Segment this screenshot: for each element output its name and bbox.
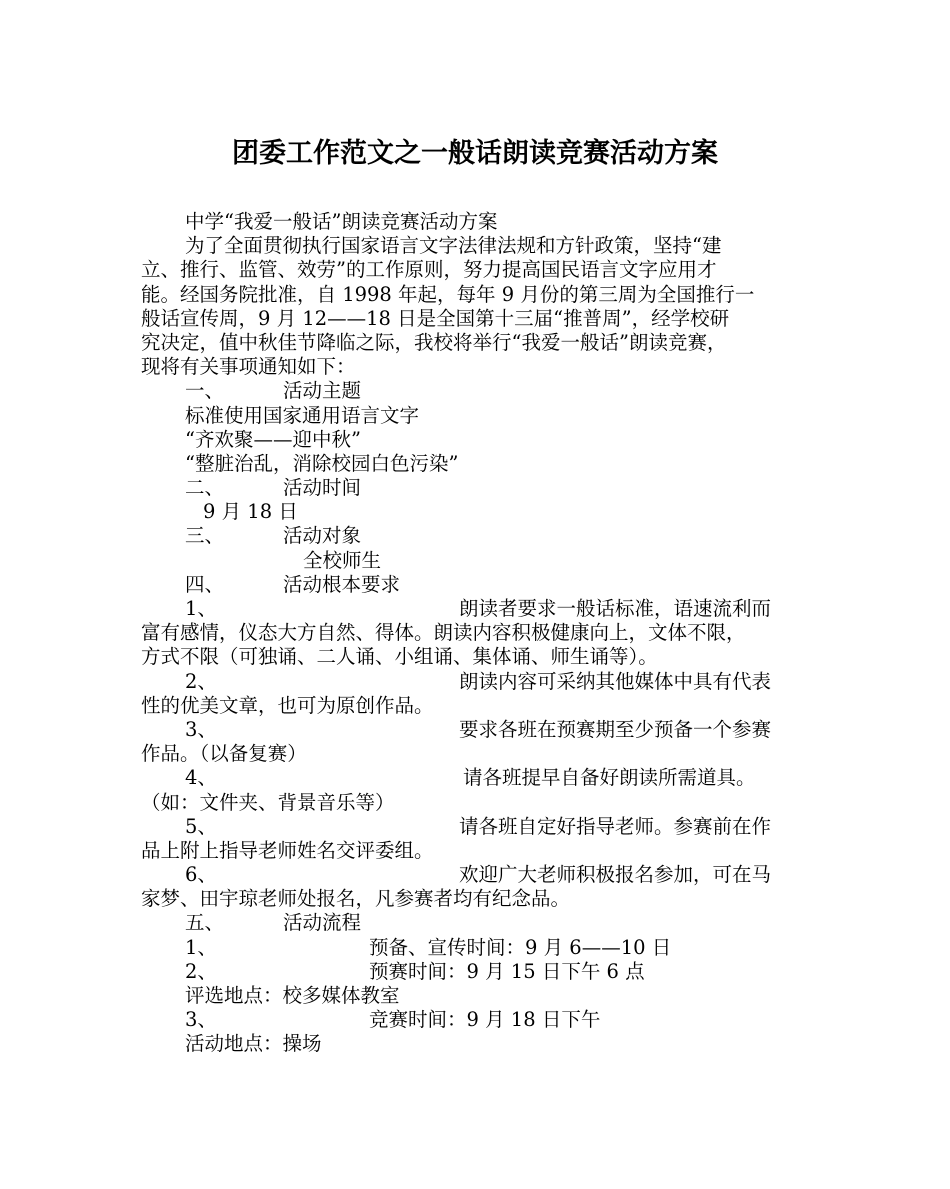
section-heading (141, 524, 821, 548)
section-heading (141, 379, 821, 403)
section-heading (141, 911, 821, 935)
requirement-item (141, 863, 821, 887)
paragraph-line: 现将有关事项通知如下： (141, 355, 356, 379)
requirement-number: 3、 (185, 717, 217, 741)
requirement-text: 朗读内容可采纳其他媒体中具有代表 (459, 669, 772, 693)
section-heading (141, 476, 821, 500)
requirement-text: 请各班自定好指导老师。参赛前在作 (459, 814, 772, 838)
requirement-item (141, 597, 821, 621)
requirement-number: 1、 (185, 597, 217, 620)
paragraph-line: 评选地点：校多媒体教室 (185, 984, 400, 1007)
section-label: 活动时间 (283, 476, 362, 500)
requirement-number: 6、 (185, 863, 217, 887)
paragraph-line: 方式不限（可独诵、二人诵、小组诵、集体诵、师生诵等）。 (141, 645, 658, 669)
paragraph-line: “齐欢聚——迎中秋” (185, 427, 361, 451)
paragraph-line: 标准使用国家通用语言文字 (185, 403, 420, 427)
section-number: 二、 (185, 476, 225, 500)
paragraph-line: 作品。（以备复赛） (141, 742, 307, 766)
requirement-item (141, 670, 821, 694)
document-body (141, 210, 821, 1057)
section-number: 五、 (185, 911, 225, 935)
section-number: 四、 (185, 572, 225, 596)
paragraph-line: 家梦、田宇琼老师处报名，凡参赛者均有纪念品。 (141, 887, 571, 911)
section-label: 活动流程 (283, 911, 362, 935)
process-item (141, 936, 821, 960)
requirement-text: 朗读者要求一般话标准，语速流利而 (459, 597, 772, 620)
paragraph-line: 立、推行、监管、效劳”的工作原则，努力提高国民语言文字应用才 (141, 258, 717, 282)
paragraph-line: （如：文件夹、背景音乐等） (141, 790, 395, 814)
section-label: 活动对象 (283, 524, 362, 548)
section-label: 活动根本要求 (283, 572, 401, 596)
requirement-number: 2、 (185, 669, 217, 693)
paragraph-line: 富有感情，仪态大方自然、得体。朗读内容积极健康向上，文体不限， (141, 621, 746, 645)
document-title: 团委工作范文之一般话朗读竞赛活动方案 (232, 138, 718, 169)
paragraph-line: 究决定，值中秋佳节降临之际，我校将举行“我爱一般话”朗读竞赛， (141, 330, 727, 354)
requirement-item (141, 815, 821, 839)
section-number: 一、 (185, 379, 225, 403)
paragraph-line: “整脏治乱，消除校园白色污染” (185, 451, 459, 475)
paragraph-line: 性的优美文章，也可为原创作品。 (141, 693, 434, 717)
paragraph-line: 般话宣传周，9 月 12——18 日是全国第十三届“推普周”，经学校研 (141, 306, 730, 330)
paragraph-line: 品上附上指导老师姓名交评委组。 (141, 838, 434, 862)
section-heading (141, 573, 821, 597)
process-number: 3、 (185, 1008, 217, 1032)
requirement-item (141, 718, 821, 742)
process-item (141, 960, 821, 984)
process-item (141, 1008, 821, 1032)
requirement-item (141, 766, 821, 790)
requirement-text: 要求各班在预赛期至少预备一个参赛 (459, 717, 772, 741)
requirement-number: 5、 (185, 814, 217, 838)
paragraph-line: 中学“我爱一般话”朗读竞赛活动方案 (185, 210, 498, 233)
process-text: 竞赛时间：9 月 18 日下午 (369, 1008, 601, 1032)
paragraph-line: 活动地点：操场 (185, 1032, 322, 1056)
section-label: 活动主题 (283, 379, 362, 403)
section-number: 三、 (185, 524, 225, 548)
paragraph-line: 全校师生 (303, 548, 382, 572)
process-text: 预备、宣传时间：9 月 6——10 日 (369, 935, 672, 959)
process-text: 预赛时间：9 月 15 日下午 6 点 (369, 959, 645, 983)
requirement-text: 请各班提早自备好朗读所需道具。 (463, 766, 756, 790)
paragraph-line: 能。经国务院批准，自 1998 年起，每年 9 月份的第三周为全国推行一 (141, 282, 755, 306)
requirement-number: 4、 (185, 766, 217, 790)
requirement-text: 欢迎广大老师积极报名参加，可在马 (459, 863, 772, 887)
paragraph-line: 为了全面贯彻执行国家语言文字法律法规和方针政策，坚持“建 (185, 234, 722, 258)
process-number: 2、 (185, 959, 217, 983)
paragraph-line: 9 月 18 日 (203, 500, 298, 524)
process-number: 1、 (185, 935, 217, 959)
